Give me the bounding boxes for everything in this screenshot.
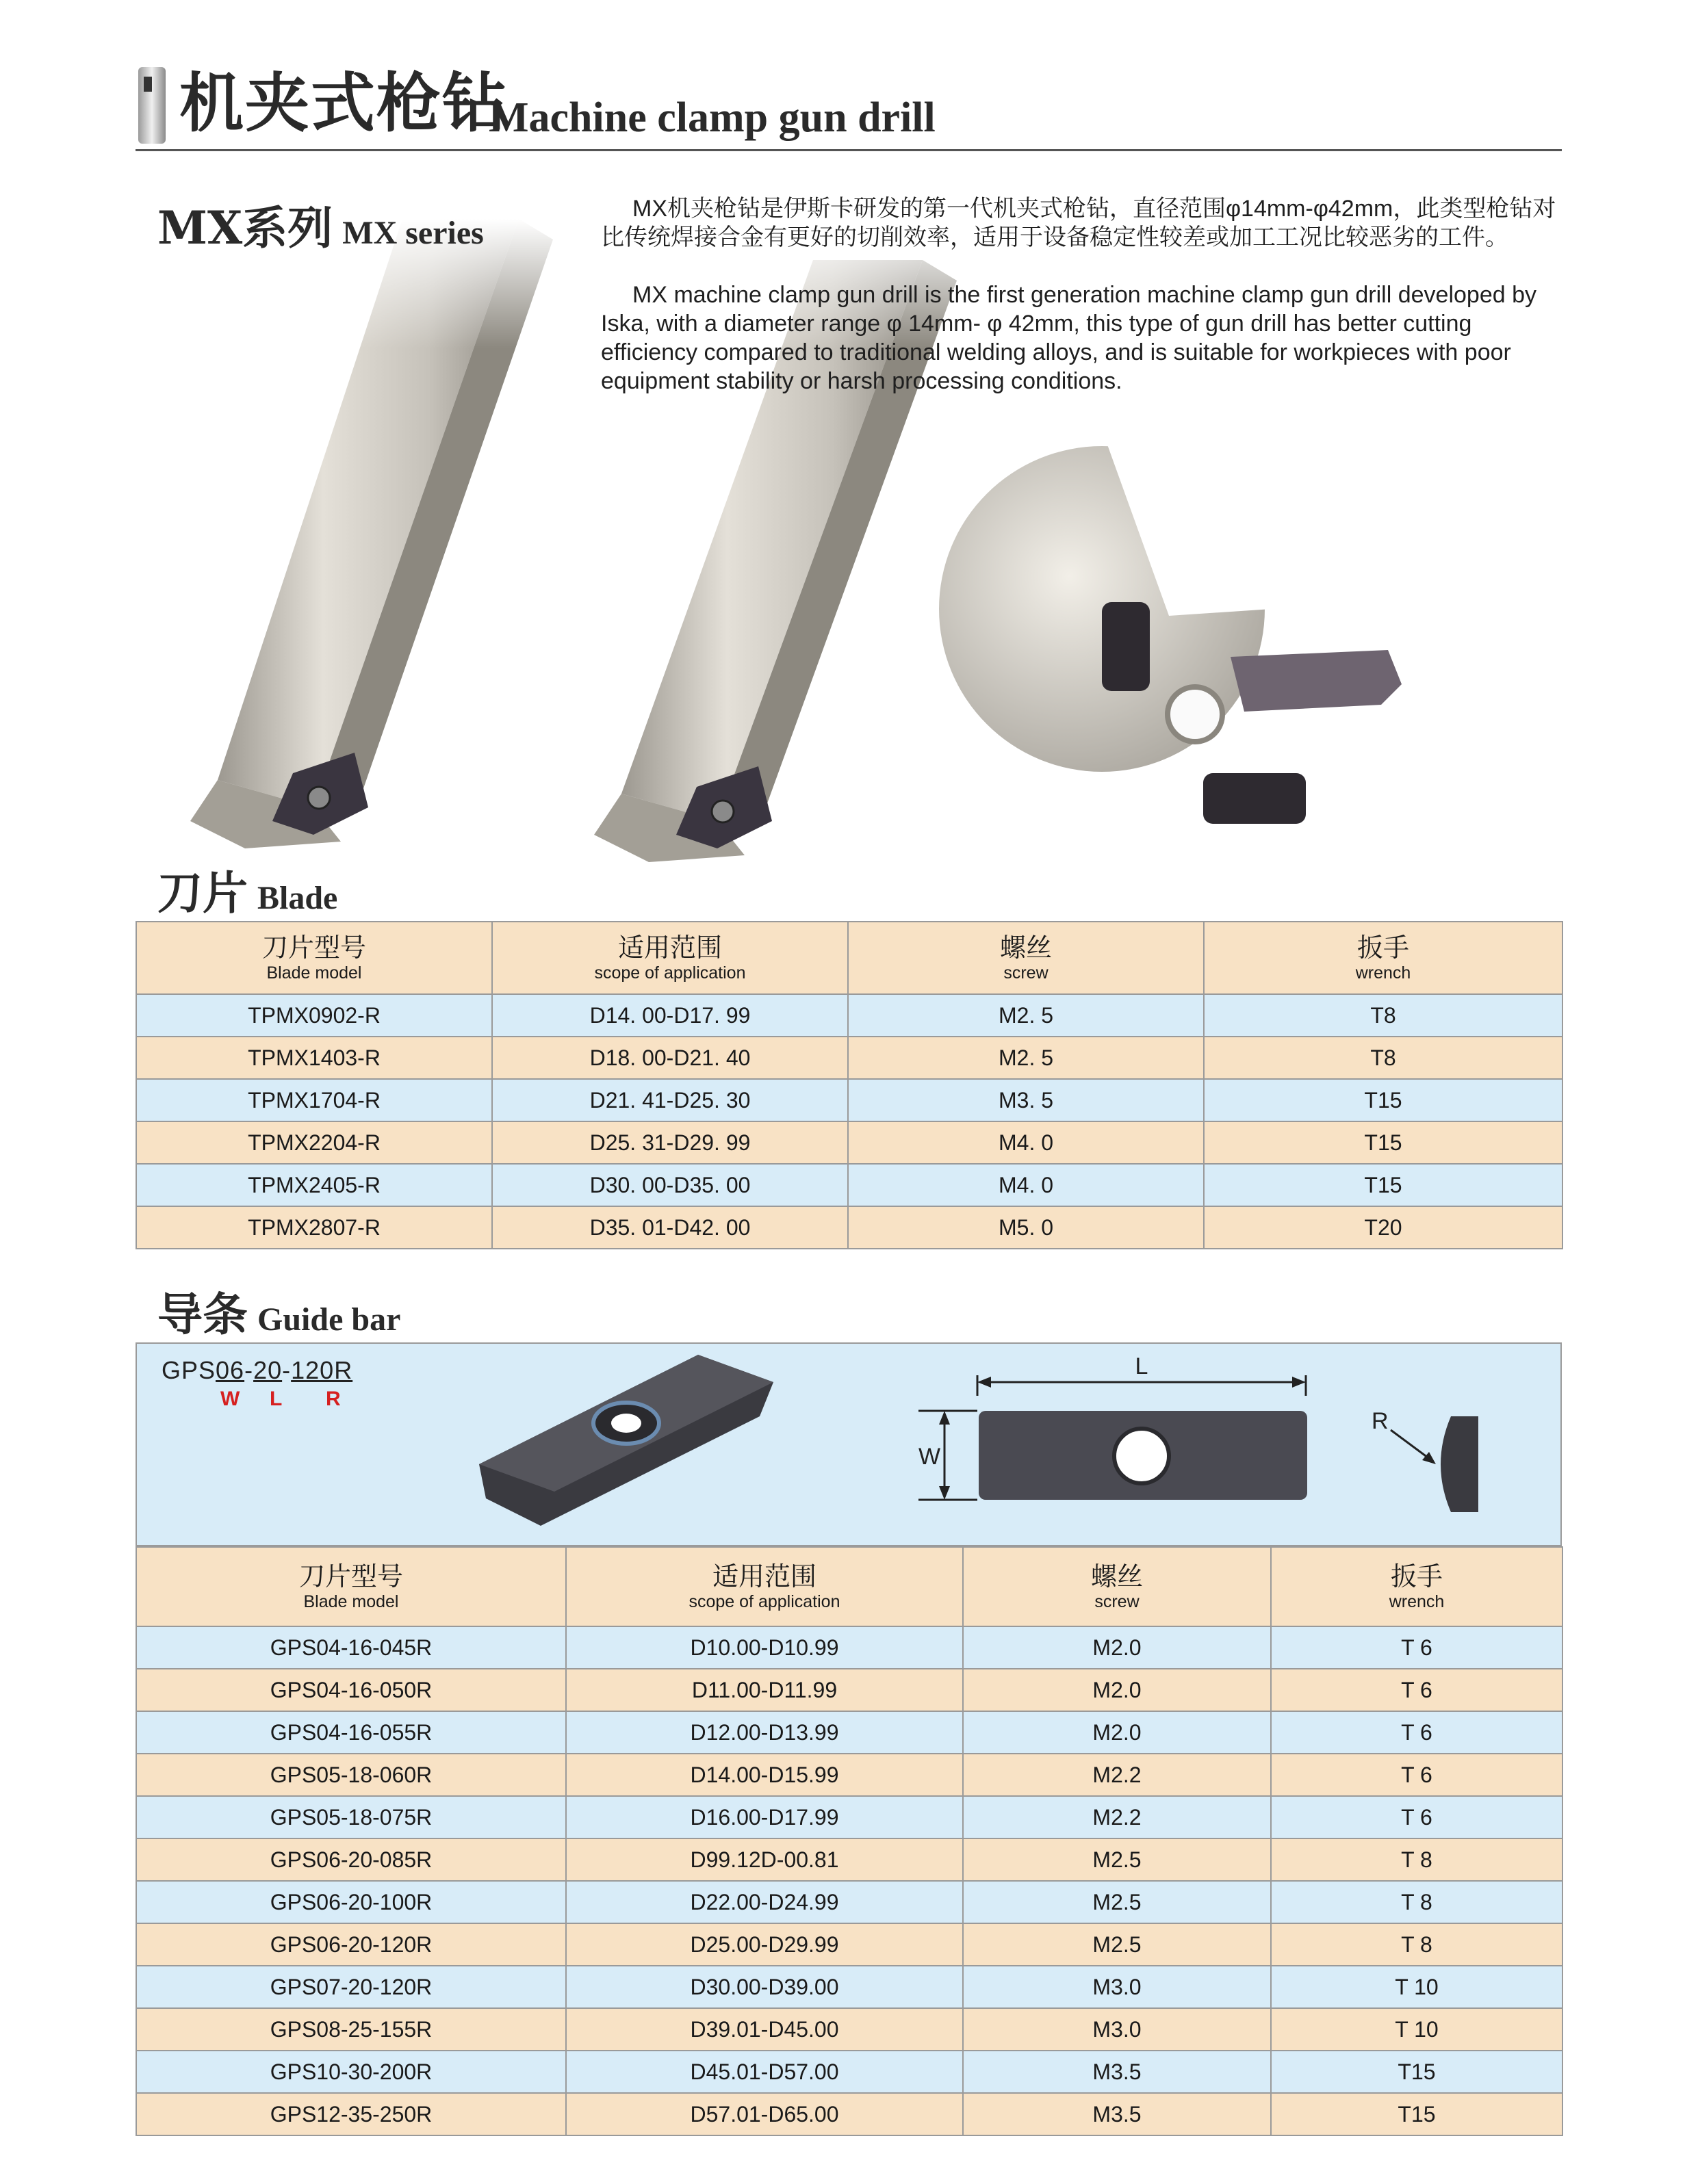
cell-wrench: T 6 [1271, 1669, 1562, 1711]
cell-scope: D45.01-D57.00 [566, 2051, 963, 2093]
blade-table-header [136, 922, 1562, 994]
cell-screw: M2.0 [963, 1711, 1271, 1754]
table-row [136, 1121, 1562, 1164]
cell-wrench: T 6 [1271, 1754, 1562, 1796]
page-title-en: Machine clamp gun drill [489, 94, 936, 141]
table-row [136, 1626, 1562, 1669]
cell-screw: M3. 5 [848, 1079, 1204, 1121]
table-row [136, 2093, 1562, 2135]
cell-model: GPS06-20-085R [136, 1838, 566, 1881]
cell-screw: M3.0 [963, 2008, 1271, 2051]
table-row [136, 1079, 1562, 1121]
cell-screw: M3.5 [963, 2051, 1271, 2093]
cell-screw: M4. 0 [848, 1164, 1204, 1206]
cell-scope: D30. 00-D35. 00 [492, 1164, 848, 1206]
cell-model: TPMX2204-R [136, 1121, 492, 1164]
col-header-model: 刀片型号 Blade model [136, 1547, 566, 1626]
cell-screw: M2.5 [963, 1923, 1271, 1966]
mx-title-cn: MX系列 [157, 201, 333, 255]
col-header-screw: 螺丝 screw [848, 922, 1204, 994]
page-title-cn: 机夹式枪钻 [179, 66, 509, 141]
cell-screw: M2.2 [963, 1796, 1271, 1838]
cell-model: GPS06-20-100R [136, 1881, 566, 1923]
cell-screw: M5. 0 [848, 1206, 1204, 1249]
cell-scope: D12.00-D13.99 [566, 1711, 963, 1754]
table-row [136, 1796, 1562, 1838]
cell-scope: D16.00-D17.99 [566, 1796, 963, 1838]
cell-model: TPMX1403-R [136, 1037, 492, 1079]
mx-description-cn: MX机夹枪钻是伊斯卡研发的第一代机夹式枪钻，直径范围φ14mm-φ42mm，此类型枪钻对比传统焊接合金有更好的切削效率，适用于设备稳定性较差或加工工况比较恶劣的工件。 [601, 196, 1556, 250]
cell-wrench: T 6 [1271, 1796, 1562, 1838]
cell-screw: M2.0 [963, 1626, 1271, 1669]
cell-wrench: T15 [1204, 1079, 1562, 1121]
cell-scope: D39.01-D45.00 [566, 2008, 963, 2051]
cell-model: TPMX0902-R [136, 994, 492, 1037]
cell-wrench: T15 [1204, 1121, 1562, 1164]
cell-screw: M3.5 [963, 2093, 1271, 2135]
table-row [136, 1669, 1562, 1711]
guide-section-title [157, 1278, 400, 1343]
cell-model: GPS12-35-250R [136, 2093, 566, 2135]
cell-scope: D14.00-D15.99 [566, 1754, 963, 1796]
table-row [136, 1966, 1562, 2008]
cell-model: GPS07-20-120R [136, 1966, 566, 2008]
cell-wrench: T 6 [1271, 1626, 1562, 1669]
cell-wrench: T 8 [1271, 1838, 1562, 1881]
col-header-model: 刀片型号 Blade model [136, 922, 492, 994]
cell-wrench: T 6 [1271, 1711, 1562, 1754]
guide-bar-table [136, 1546, 1563, 2136]
dimension-r-label: R [1372, 1408, 1389, 1434]
cell-scope: D22.00-D24.99 [566, 1881, 963, 1923]
table-row [136, 1838, 1562, 1881]
cell-wrench: T 8 [1271, 1881, 1562, 1923]
blade-section-title [157, 857, 337, 922]
cell-screw: M4. 0 [848, 1121, 1204, 1164]
cell-scope: D14. 00-D17. 99 [492, 994, 848, 1037]
mx-description-en: MX machine clamp gun drill is the first generation machine clamp gun drill developed by Iska, with a diameter range φ 14mm- φ 42mm, this type of gun drill has better cutting efficiency compared to traditional welding alloys, and is suitable for workpieces with poor equipment stability or harsh processing conditions. [601, 282, 1537, 394]
dimension-l-label: L [1135, 1355, 1148, 1379]
cell-scope: D18. 00-D21. 40 [492, 1037, 848, 1079]
cell-screw: M2.0 [963, 1669, 1271, 1711]
cell-wrench: T8 [1204, 1037, 1562, 1079]
cell-screw: M2.2 [963, 1754, 1271, 1796]
cell-scope: D25.00-D29.99 [566, 1923, 963, 1966]
cell-model: TPMX2807-R [136, 1206, 492, 1249]
cell-model: GPS05-18-075R [136, 1796, 566, 1838]
cell-scope: D35. 01-D42. 00 [492, 1206, 848, 1249]
cell-scope: D57.01-D65.00 [566, 2093, 963, 2135]
cell-wrench: T 8 [1271, 1923, 1562, 1966]
cell-model: GPS05-18-060R [136, 1754, 566, 1796]
cell-model: GPS08-25-155R [136, 2008, 566, 2051]
cell-scope: D10.00-D10.99 [566, 1626, 963, 1669]
guide-code-example: GPS06-20-120R [162, 1356, 353, 1384]
col-header-scope: 适用范围 scope of application [492, 922, 848, 994]
table-row [136, 1164, 1562, 1206]
table-row [136, 994, 1562, 1037]
cell-wrench: T15 [1204, 1164, 1562, 1206]
cell-wrench: T15 [1271, 2093, 1562, 2135]
cell-model: TPMX1704-R [136, 1079, 492, 1121]
table-row [136, 2051, 1562, 2093]
cell-model: GPS04-16-050R [136, 1669, 566, 1711]
cell-model: GPS04-16-055R [136, 1711, 566, 1754]
guide-bar-dimension-diagram [903, 1355, 1328, 1526]
table-row [136, 1206, 1562, 1249]
cell-wrench: T15 [1271, 2051, 1562, 2093]
cell-model: GPS04-16-045R [136, 1626, 566, 1669]
guide-table-header [136, 1547, 1562, 1626]
blade-title-cn: 刀片 [157, 866, 248, 920]
section-icon [136, 67, 168, 144]
table-row [136, 1923, 1562, 1966]
cell-screw: M2. 5 [848, 994, 1204, 1037]
table-row [136, 2008, 1562, 2051]
guide-bar-image [472, 1355, 787, 1539]
blade-title-en: Blade [257, 880, 338, 916]
cell-wrench: T 10 [1271, 2008, 1562, 2051]
guide-title-cn: 导条 [157, 1288, 248, 1341]
col-header-scope: 适用范围 scope of application [566, 1547, 963, 1626]
cell-screw: M2.5 [963, 1881, 1271, 1923]
cell-wrench: T20 [1204, 1206, 1562, 1249]
cell-screw: M3.0 [963, 1966, 1271, 2008]
header-divider [136, 149, 1562, 151]
table-row [136, 1881, 1562, 1923]
cell-scope: D21. 41-D25. 30 [492, 1079, 848, 1121]
blade-table [136, 921, 1563, 1249]
table-row [136, 1711, 1562, 1754]
dimension-w-label: W [918, 1444, 941, 1470]
col-header-screw: 螺丝 screw [963, 1547, 1271, 1626]
col-header-wrench: 扳手 wrench [1204, 922, 1562, 994]
col-header-wrench: 扳手 wrench [1271, 1547, 1562, 1626]
mx-title-en: MX series [342, 215, 484, 251]
table-row [136, 1037, 1562, 1079]
cell-scope: D99.12D-00.81 [566, 1838, 963, 1881]
table-row [136, 1754, 1562, 1796]
guide-bar-radius-diagram [1362, 1396, 1499, 1526]
cell-model: GPS10-30-200R [136, 2051, 566, 2093]
cell-model: TPMX2405-R [136, 1164, 492, 1206]
cell-screw: M2. 5 [848, 1037, 1204, 1079]
cell-scope: D30.00-D39.00 [566, 1966, 963, 2008]
cell-wrench: T 10 [1271, 1966, 1562, 2008]
cell-scope: D25. 31-D29. 99 [492, 1121, 848, 1164]
mx-series-title [157, 192, 484, 257]
cell-screw: M2.5 [963, 1838, 1271, 1881]
cell-scope: D11.00-D11.99 [566, 1669, 963, 1711]
guide-title-en: Guide bar [257, 1301, 401, 1338]
cell-wrench: T8 [1204, 994, 1562, 1037]
cell-model: GPS06-20-120R [136, 1923, 566, 1966]
